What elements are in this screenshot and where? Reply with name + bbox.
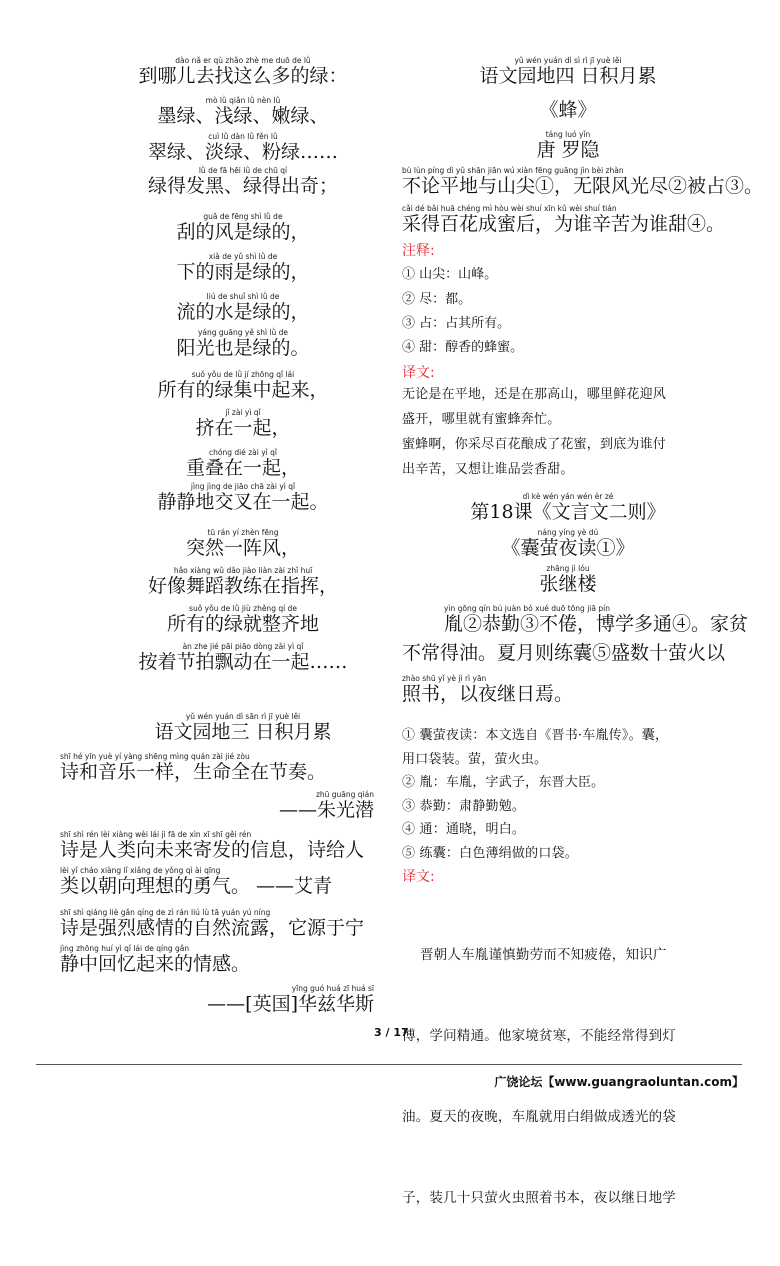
translation-line: 博，学问精通。他家境贫寒，不能经常得到灯 <box>402 1028 676 1044</box>
note-item: ③ 恭勤：肃静勤勉。 <box>402 798 526 814</box>
note-item: ④ 通：通晓，明白。 <box>402 822 526 837</box>
lesson-heading: dì kè wén yán wén èr zé 第18课《文言文二则》 <box>470 492 666 523</box>
note-item: ① 囊萤夜读：本文选自《晋书·车胤传》。囊， <box>402 728 669 743</box>
quote-line: shī shì qiáng liè gǎn qíng de zì rán liú lù tā yuán yú níng 诗是强烈感情的自然流露，它源于宁 <box>60 908 365 939</box>
quote-author: yīng guó huá zī huá sī ——[英国]华兹华斯 <box>207 984 374 1015</box>
poem-line: yáng guāng yě shì lǜ de 阳光也是绿的。 <box>176 328 310 359</box>
quote-line: jìng zhōng huí yì qǐ lái de qíng gǎn 静中回忆起来的情感。 <box>60 944 251 975</box>
poem-line: jǐ zài yì qǐ 挤在一起， <box>195 408 291 439</box>
poem-line: guā de fēng shì lǜ de 刮的风是绿的， <box>176 212 310 243</box>
note-item: ③ 占：占其所有。 <box>402 316 511 331</box>
quote-line: lèi yǐ cháo xiàng lǐ xiǎng de yǒng qì ài qīng 类以朝向理想的勇气。 ——艾青 <box>60 866 333 897</box>
translation-label: 译文: <box>402 365 435 381</box>
translation-line: 晋朝人车胤谨慎勤劳而不知疲倦，知识广 <box>402 947 667 963</box>
section-heading: yǔ wén yuán dì sān rì jī yuè lěi 语文园地三 日积月累 <box>154 712 332 743</box>
poem-line: jìng jìng de jiāo chā zài yì qǐ 静静地交叉在一起。 <box>157 482 329 513</box>
note-item: ④ 甜：醇香的蜂蜜。 <box>402 340 524 355</box>
footer-divider <box>36 1064 742 1065</box>
quote-author: zhū guāng qián ——朱光潜 <box>278 790 374 821</box>
translation-text <box>402 382 734 482</box>
notes-list <box>402 724 734 865</box>
translation-line: 蜜蜂啊，你采尽百花酿成了花蜜，到底为谁付 <box>402 437 667 452</box>
page-number: 3 / 17 <box>374 1026 409 1039</box>
poem-line: suǒ yǒu de lǜ jí zhōng qǐ lái 所有的绿集中起来， <box>157 370 329 401</box>
poem-line: chóng dié zài yì qǐ 重叠在一起， <box>185 448 300 479</box>
poem-line: xià de yǔ shì lǜ de 下的雨是绿的， <box>176 252 310 283</box>
notes-label: 注释: <box>402 243 435 259</box>
poem-title: 《蜂》 <box>539 99 597 121</box>
poem-line: hǎo xiàng wǔ dǎo jiào liàn zài zhǐ huī 好像舞蹈教练在指挥， <box>147 566 338 597</box>
poem-line: lǜ de fā hēi lǜ de chū qí 绿得发黑、绿得出奇； <box>147 166 338 197</box>
text-line: 不常得油。夏月则练囊⑤盛数十萤火以 <box>402 642 726 664</box>
poem-line: suǒ yǒu de lǜ jiù zhěng qí de 所有的绿就整齐地 <box>166 604 319 635</box>
poem-author: táng luó yǐn 唐 罗隐 <box>536 130 600 161</box>
note-item: ① 山尖：山峰。 <box>402 267 498 282</box>
note-item: ⑤ 练囊：白色薄绢做的口袋。 <box>402 845 578 861</box>
poem-line: mò lǜ qiǎn lǜ nèn lǜ 墨绿、浅绿、嫩绿、 <box>157 96 329 127</box>
poem-line: cǎi dé bǎi huā chéng mì hòu wèi shuí xīn kǔ wèi shuí tián 采得百花成蜜后，为谁辛苦为谁甜④。 <box>402 204 726 235</box>
text-title: náng yíng yè dú 《囊萤夜读①》 <box>501 528 635 559</box>
translation-line: 子，装几十只萤火虫照着书本，夜以继日地学 <box>402 1190 676 1206</box>
note-item: ② 尽：都。 <box>402 292 472 307</box>
footer-site-label: 广饶论坛【www.guangraoluntan.com】 <box>494 1075 744 1089</box>
quote-line: shī hé yīn yuè yí yàng shēng mìng quán zài jié zòu 诗和音乐一样，生命全在节奏。 <box>60 752 327 783</box>
section-heading: yǔ wén yuán dì sì rì jī yuè lěi 语文园地四 日积月累 <box>479 56 657 87</box>
note-item: ② 胤：车胤，字武子，东晋大臣。 <box>402 775 605 790</box>
translation-line: 无论是在平地，还是在那高山，哪里鲜花迎风 <box>402 387 667 402</box>
note-item: 用口袋装。萤，萤火虫。 <box>402 751 548 767</box>
quote-line: shī shì rén lèi xiàng wèi lái jì fā de xìn xī shī gěi rén 诗是人类向未来寄发的信息，诗给人 <box>60 830 365 861</box>
poem-line: tū rán yí zhèn fēng 突然一阵风， <box>185 528 300 559</box>
translation-label: 译文: <box>402 869 435 885</box>
text-author: zhāng jì lóu 张继楼 <box>539 564 597 595</box>
poem-line: àn zhe jié pāi piāo dòng zài yì qǐ 按着节拍飘动在一起…… <box>138 642 348 673</box>
poem-line: liú de shuǐ shì lǜ de 流的水是绿的， <box>176 292 310 323</box>
poem-line: bù lùn píng dì yǔ shān jiān wú xiàn fēng guāng jìn bèi zhàn 不论平地与山尖①，无限风光尽②被占③。 <box>402 166 764 197</box>
translation-line: 出辛苦，又想让谁品尝香甜。 <box>402 462 574 477</box>
poem-line: dào nǎ er qù zhǎo zhè me duō de lǜ 到哪儿去找这么多的绿： <box>138 56 348 87</box>
translation-line: 油。夏天的夜晚，车胤就用白绢做成透光的袋 <box>402 1109 676 1125</box>
translation-line: 盛开，哪里就有蜜蜂奔忙。 <box>402 412 561 427</box>
text-line: zhào shū yǐ yè jì rì yān 照书，以夜继日焉。 <box>402 674 574 705</box>
text-line: yìn gōng qín bú juàn bó xué duō tōng jiā pín 胤②恭勤③不倦，博学多通④。家贫 <box>444 604 749 635</box>
poem-line: cuì lǜ dàn lǜ fěn lǜ 翠绿、淡绿、粉绿…… <box>147 132 338 163</box>
